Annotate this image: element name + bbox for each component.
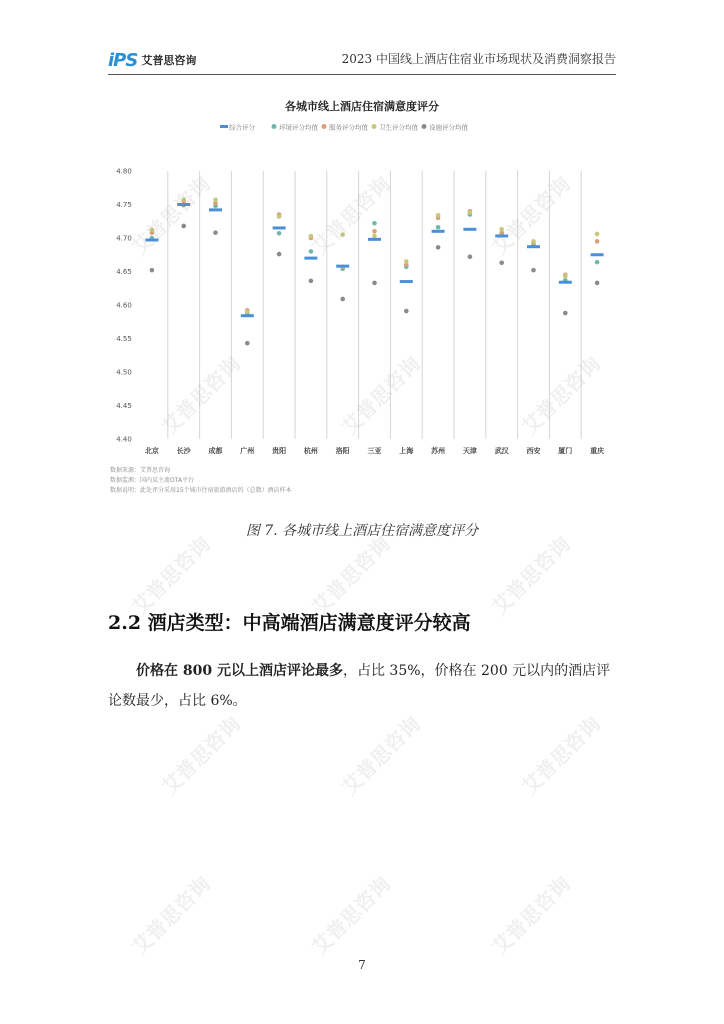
data-dash-0	[495, 234, 508, 237]
data-point-4	[436, 245, 441, 250]
data-point-4	[309, 279, 314, 284]
watermark-text: 艾普思咨询	[307, 531, 395, 620]
watermark-text: 艾普思咨询	[487, 871, 575, 960]
section-title: 2.2 酒店类型：中高端酒店满意度评分较高	[108, 612, 471, 634]
data-dash-0	[273, 226, 286, 229]
data-point-3	[595, 232, 600, 237]
y-tick-label: 4.60	[116, 301, 132, 310]
x-category-label: 武汉	[494, 447, 509, 455]
watermark-text: 艾普思咨询	[127, 871, 215, 960]
data-point-1	[277, 231, 282, 236]
watermark-text: 艾普思咨询	[337, 351, 425, 440]
chart-title: 各城市线上酒店住宿满意度评分	[285, 100, 439, 113]
data-dash-0	[432, 230, 445, 233]
legend-marker-3	[372, 124, 377, 129]
watermark-text: 艾普思咨询	[487, 171, 575, 260]
data-dash-0	[336, 265, 349, 268]
y-tick-label: 4.55	[116, 335, 132, 343]
legend-label-2: 服务评分均值	[329, 123, 368, 132]
data-dash-0	[177, 203, 190, 206]
legend-label-3: 卫生评分均值	[379, 123, 418, 132]
data-point-4	[277, 252, 282, 257]
data-point-1	[595, 260, 600, 265]
x-category-label: 长沙	[176, 447, 191, 455]
data-point-4	[340, 297, 345, 302]
watermark-text: 艾普思咨询	[127, 531, 215, 620]
data-point-3	[277, 214, 282, 219]
header-divider	[108, 74, 616, 75]
x-category-label: 广州	[240, 447, 255, 455]
data-point-2	[372, 229, 377, 234]
x-category-label: 北京	[144, 447, 159, 455]
data-point-4	[595, 281, 600, 286]
data-dash-0	[400, 280, 413, 283]
x-category-label: 苏州	[431, 447, 446, 455]
page-number: 7	[358, 958, 366, 972]
logo-mark: iPS	[108, 49, 138, 71]
x-category-label: 天津	[462, 447, 477, 455]
data-point-4	[563, 311, 568, 316]
page-header	[0, 0, 724, 80]
y-tick-label: 4.45	[116, 402, 132, 410]
y-tick-label: 4.65	[116, 268, 132, 276]
x-category-label: 贵阳	[272, 447, 287, 455]
data-point-4	[468, 254, 473, 259]
data-point-2	[595, 239, 600, 244]
watermark-text: 艾普思咨询	[307, 171, 395, 260]
watermark-text: 艾普思咨询	[127, 171, 215, 260]
watermark-text: 艾普思咨询	[517, 351, 605, 440]
x-category-label: 三亚	[367, 447, 382, 455]
chart-note: 数据说明：此处评分采用15个城市住宿旅游酒店的（总数）酒店样本	[110, 487, 292, 494]
figure-caption: 图 7. 各城市线上酒店住宿满意度评分	[245, 523, 479, 539]
watermark-text: 艾普思咨询	[517, 711, 605, 800]
data-dash-0	[304, 257, 317, 260]
data-point-3	[245, 309, 250, 314]
chart-note: 数据监测：国内某主流OTA平台	[110, 477, 195, 484]
watermark-text: 艾普思咨询	[157, 711, 245, 800]
report-title: 2023 中国线上酒店住宿业市场现状及消费洞察报告	[341, 52, 616, 66]
data-dash-0	[591, 253, 604, 256]
data-point-3	[309, 234, 314, 239]
data-dash-0	[209, 208, 222, 211]
company-logo	[108, 48, 196, 72]
x-category-label: 厦门	[558, 447, 573, 455]
data-point-3	[563, 274, 568, 279]
data-dash-0	[559, 281, 572, 284]
data-point-3	[404, 259, 409, 264]
data-point-3	[436, 213, 441, 218]
data-point-1	[309, 249, 314, 254]
chart-svg	[108, 90, 616, 510]
data-point-3	[468, 210, 473, 215]
data-point-3	[340, 232, 345, 237]
data-point-3	[499, 227, 504, 232]
legend-label-4: 设施评分均值	[429, 123, 468, 132]
y-tick-label: 4.40	[116, 435, 132, 444]
legend-label-1: 环境评分均值	[279, 123, 318, 132]
legend-marker-4	[422, 124, 427, 129]
watermark-text: 艾普思咨询	[157, 351, 245, 440]
x-category-label: 洛阳	[335, 447, 350, 455]
x-category-label: 西安	[526, 447, 541, 455]
data-point-4	[245, 341, 250, 346]
data-point-4	[181, 224, 186, 229]
data-dash-0	[527, 245, 540, 248]
data-point-4	[531, 268, 536, 273]
y-tick-label: 4.75	[116, 201, 132, 209]
body-paragraph	[108, 656, 616, 716]
data-point-3	[181, 198, 186, 203]
data-point-1	[436, 225, 441, 230]
paragraph-rest: ，占比 35%，价格在 200 元以内的酒店评论数最少，占比 6%。	[108, 663, 611, 709]
data-point-4	[150, 268, 155, 273]
data-point-3	[213, 198, 218, 203]
data-point-3	[150, 228, 155, 233]
watermark-text: 艾普思咨询	[337, 711, 425, 800]
watermark-text: 艾普思咨询	[487, 531, 575, 620]
watermark-text: 艾普思咨询	[307, 871, 395, 960]
y-tick-label: 4.70	[116, 234, 132, 243]
x-category-label: 上海	[399, 447, 414, 455]
x-category-label: 杭州	[303, 447, 318, 455]
satisfaction-chart	[108, 90, 616, 510]
legend-marker-2	[322, 124, 327, 129]
data-point-1	[372, 221, 377, 226]
x-category-label: 重庆	[590, 447, 605, 455]
paragraph-bold: 价格在 800 元以上酒店评论最多	[136, 663, 343, 679]
x-category-label: 成都	[208, 447, 223, 455]
data-dash-0	[145, 239, 158, 242]
data-point-4	[372, 281, 377, 286]
data-dash-0	[463, 228, 476, 231]
y-tick-label: 4.80	[116, 167, 132, 176]
legend-marker-0	[220, 125, 228, 128]
data-point-4	[499, 260, 504, 265]
data-point-3	[372, 234, 377, 239]
data-point-3	[531, 239, 536, 244]
logo-text: 艾普思咨询	[141, 54, 197, 67]
data-dash-0	[368, 238, 381, 241]
data-dash-0	[241, 314, 254, 317]
y-tick-label: 4.50	[116, 368, 132, 377]
data-point-4	[213, 230, 218, 235]
legend-label-0: 综合评分	[229, 123, 255, 132]
legend-marker-1	[272, 124, 277, 129]
data-point-4	[404, 309, 409, 314]
chart-note: 数据来源：艾普思咨询	[110, 467, 171, 474]
